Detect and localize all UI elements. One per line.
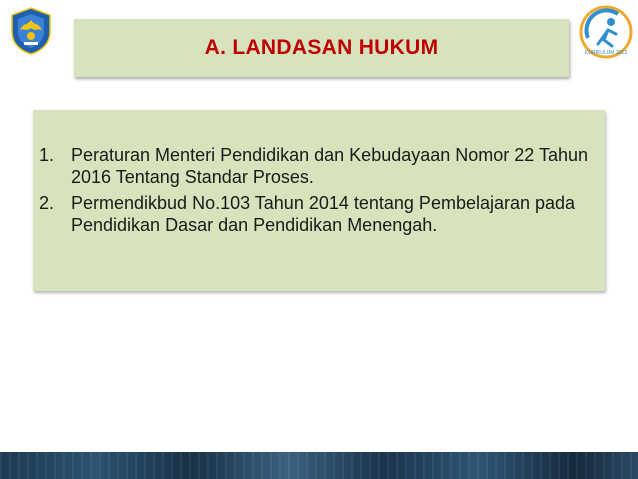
page-title: A. LANDASAN HUKUM bbox=[204, 36, 439, 59]
footer-pattern bbox=[0, 452, 638, 479]
tut-wuri-handayani-emblem-icon bbox=[6, 6, 56, 56]
kurikulum-logo-text: KURIKULUM 2013 bbox=[585, 50, 627, 56]
content-panel bbox=[33, 110, 605, 291]
title-banner bbox=[74, 19, 569, 77]
kurikulum-2013-logo-icon bbox=[578, 4, 634, 60]
footer-bar bbox=[0, 452, 638, 479]
list-item bbox=[39, 144, 595, 188]
list-item-number: 2. bbox=[39, 193, 55, 213]
list-item-text: Peraturan Menteri Pendidikan dan Kebudayaan Nomor 22 Tahun 2016 Tentang Standar Proses. bbox=[71, 145, 589, 187]
list-item bbox=[39, 192, 595, 236]
list-item-number: 1. bbox=[39, 145, 55, 165]
list-item-text: Permendikbud No.103 Tahun 2014 tentang Pembelajaran pada Pendidikan Dasar dan Pendidikan Menengah. bbox=[71, 193, 576, 235]
legal-basis-list bbox=[39, 144, 595, 240]
